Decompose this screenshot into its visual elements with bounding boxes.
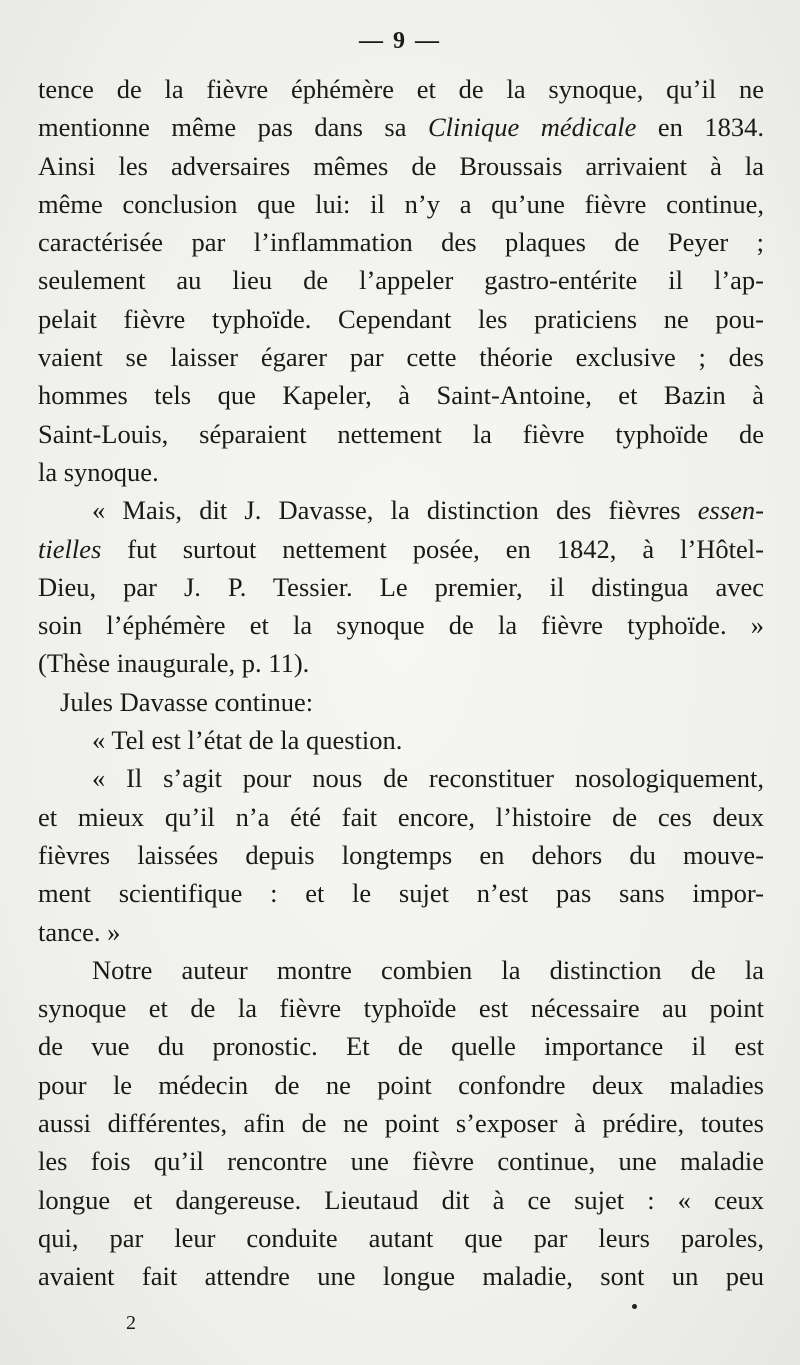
text-segment: « Il s’agit pour nous de reconstituer nosologiquement, bbox=[92, 763, 764, 794]
text-segment: mentionne même pas dans sa bbox=[38, 112, 428, 143]
text-segment: les fois qu’il rencontre une fièvre continue, une maladie bbox=[38, 1146, 764, 1177]
text-segment: Notre auteur montre combien la distinction de la bbox=[92, 954, 764, 985]
text-segment: aussi différentes, afin de ne point s’exposer à prédire, toutes bbox=[38, 1108, 764, 1139]
text-segment: de vue du pronostic. Et de quelle importance il est bbox=[38, 1031, 764, 1062]
text-line bbox=[38, 1104, 764, 1142]
text-line bbox=[38, 185, 764, 223]
text-line bbox=[38, 1257, 764, 1295]
paragraph bbox=[38, 951, 764, 1296]
printer-dot bbox=[632, 1304, 637, 1309]
signature-mark: 2 bbox=[126, 1312, 136, 1334]
text-segment: Jules Davasse continue: bbox=[60, 686, 314, 717]
text-line bbox=[38, 1181, 764, 1219]
text-segment: avaient fait attendre une longue maladie, sont un peu bbox=[38, 1261, 764, 1292]
text-line bbox=[38, 147, 764, 185]
text-segment: seulement au lieu de l’appeler gastro-entérite il l’ap- bbox=[38, 265, 764, 296]
text-line bbox=[38, 989, 764, 1027]
text-line bbox=[38, 530, 764, 568]
text-line bbox=[38, 759, 764, 797]
text-segment: la synoque. bbox=[38, 456, 159, 487]
text-line bbox=[38, 1219, 764, 1257]
paragraph bbox=[38, 491, 764, 682]
text-line bbox=[38, 415, 764, 453]
text-line bbox=[38, 951, 764, 989]
text-segment: qui, par leur conduite autant que par leurs paroles, bbox=[38, 1222, 764, 1253]
paragraph bbox=[38, 683, 764, 721]
italic-text: tielles bbox=[38, 533, 102, 564]
text-line bbox=[38, 874, 764, 912]
text-segment: « Tel est l’état de la question. bbox=[92, 725, 403, 756]
text-line bbox=[38, 261, 764, 299]
text-line bbox=[38, 338, 764, 376]
text-line bbox=[38, 70, 764, 108]
paragraph bbox=[38, 70, 764, 491]
text-segment: synoque et de la fièvre typhoïde est nécessaire au point bbox=[38, 993, 764, 1024]
text-line bbox=[38, 300, 764, 338]
text-line bbox=[38, 376, 764, 414]
text-segment: « Mais, dit J. Davasse, la distinction des fièvres bbox=[92, 495, 698, 526]
italic-text: Clinique médicale bbox=[427, 112, 637, 143]
text-line bbox=[38, 721, 764, 759]
text-segment: pour le médecin de ne point confondre deux maladies bbox=[38, 1069, 764, 1100]
text-segment: ment scientifique : et le sujet n’est pas sans impor- bbox=[38, 878, 764, 909]
text-line bbox=[38, 836, 764, 874]
text-segment: en 1834. bbox=[636, 112, 764, 143]
text-line bbox=[38, 223, 764, 261]
body-text bbox=[38, 70, 764, 1296]
text-segment: (Thèse inaugurale, p. 11). bbox=[38, 648, 310, 679]
italic-text: essen- bbox=[697, 495, 764, 526]
text-line bbox=[38, 644, 764, 682]
text-segment: fièvres laissées depuis longtemps en dehors du mouve- bbox=[38, 839, 764, 870]
text-line bbox=[38, 1066, 764, 1104]
text-segment: hommes tels que Kapeler, à Saint-Antoine, et Bazin à bbox=[38, 380, 764, 411]
text-segment: longue et dangereuse. Lieutaud dit à ce sujet : « ceux bbox=[38, 1184, 764, 1215]
text-line bbox=[38, 683, 764, 721]
text-segment: tence de la fièvre éphémère et de la synoque, qu’il ne bbox=[38, 74, 764, 104]
text-line bbox=[38, 606, 764, 644]
text-line bbox=[38, 913, 764, 951]
text-segment: pelait fièvre typhoïde. Cependant les praticiens ne pou- bbox=[38, 303, 764, 334]
text-line bbox=[38, 1142, 764, 1180]
text-line bbox=[38, 453, 764, 491]
text-segment: vaient se laisser égarer par cette théorie exclusive ; des bbox=[38, 342, 764, 373]
text-line bbox=[38, 491, 764, 529]
text-line bbox=[38, 568, 764, 606]
paragraph bbox=[38, 721, 764, 759]
text-line bbox=[38, 798, 764, 836]
text-line bbox=[38, 1027, 764, 1065]
paragraph bbox=[38, 759, 764, 950]
text-segment: caractérisée par l’inflammation des plaques de Peyer ; bbox=[38, 227, 764, 258]
text-segment: Dieu, par J. P. Tessier. Le premier, il distingua avec bbox=[38, 571, 764, 602]
text-segment: même conclusion que lui: il n’y a qu’une fièvre continue, bbox=[38, 188, 764, 219]
text-segment: Saint-Louis, séparaient nettement la fièvre typhoïde de bbox=[38, 418, 764, 449]
text-segment: Ainsi les adversaires mêmes de Broussais arrivaient à la bbox=[38, 150, 764, 181]
text-segment: soin l’éphémère et la synoque de la fièvre typhoïde. » bbox=[38, 610, 764, 641]
text-segment: tance. » bbox=[38, 916, 121, 947]
text-segment: fut surtout nettement posée, en 1842, à l’Hôtel- bbox=[101, 533, 764, 564]
text-segment: et mieux qu’il n’a été fait encore, l’histoire de ces deux bbox=[38, 801, 764, 832]
text-line bbox=[38, 108, 764, 146]
page-number: — 9 — bbox=[359, 28, 441, 54]
